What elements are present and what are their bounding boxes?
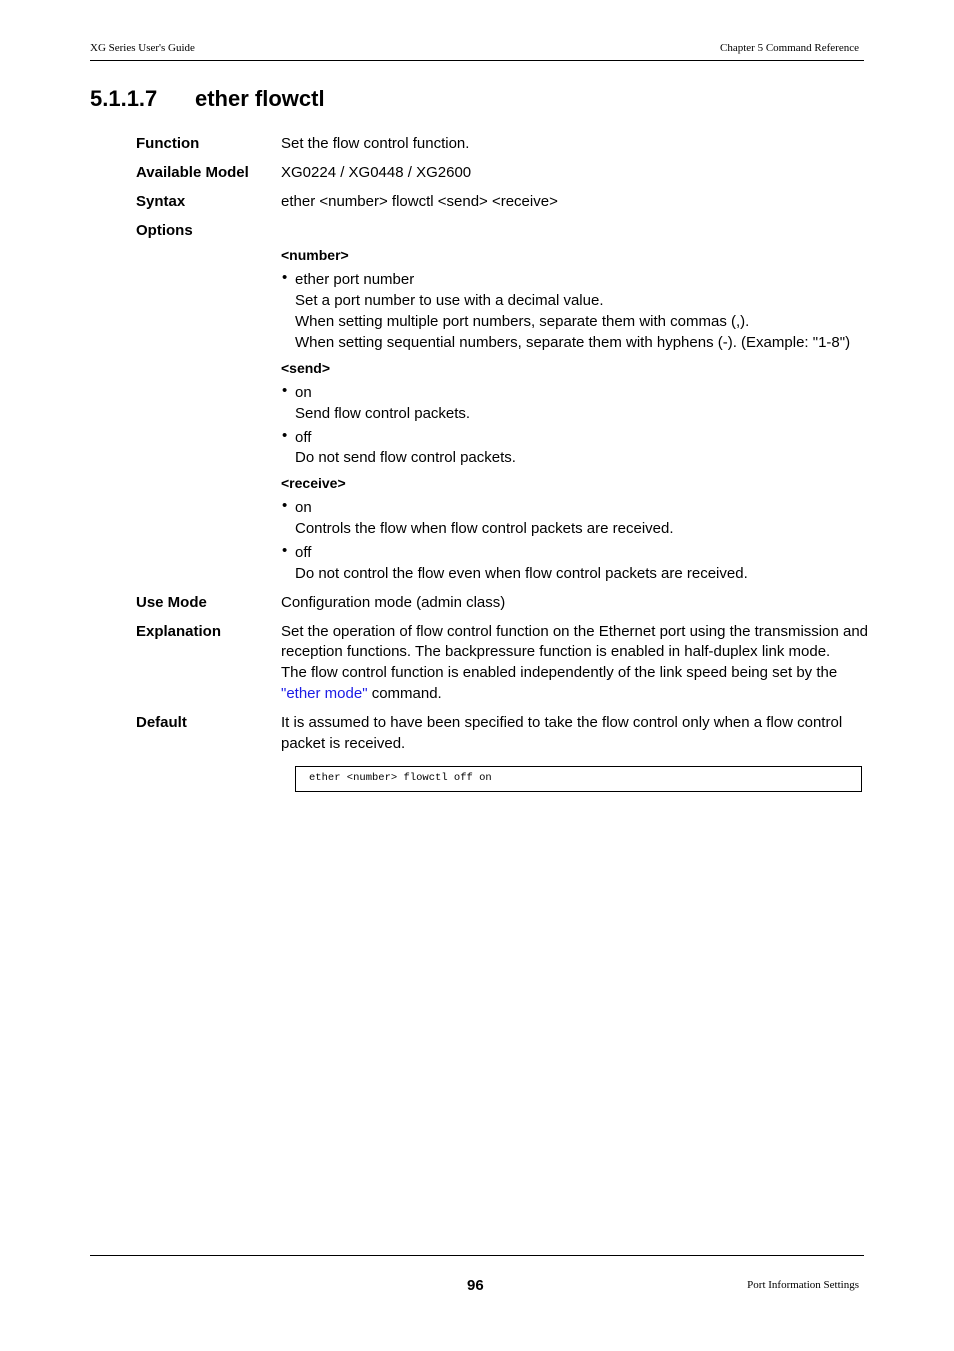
ether-mode-link[interactable]: "ether mode" <box>281 685 368 702</box>
option-receive-off-desc: Do not control the flow even when flow control packets are received. <box>295 565 748 582</box>
available-model-text: XG0224 / XG0448 / XG2600 <box>281 164 472 181</box>
running-footer-right: Port Information Settings <box>747 1279 859 1291</box>
running-header-left: XG Series User's Guide <box>90 42 195 54</box>
available-model-label: Available Model <box>136 164 249 181</box>
code-example-box <box>295 766 862 792</box>
explanation-line-4 <box>281 683 442 704</box>
option-receive-off: off <box>295 544 312 561</box>
default-line-1: It is assumed to have been specified to take the flow control only when a flow control <box>281 714 843 731</box>
option-send-on-desc: Send flow control packets. <box>295 405 471 422</box>
bullet: • <box>282 382 288 399</box>
explanation-after-link: command. <box>367 685 442 702</box>
footer-rule <box>90 1255 864 1256</box>
option-receive-on-desc: Controls the flow when flow control packets are received. <box>295 520 674 537</box>
option-number-desc-3: When setting sequential numbers, separate them with hyphens (-). (Example: "1-8") <box>295 334 851 351</box>
page-number: 96 <box>467 1277 484 1294</box>
explanation-label: Explanation <box>136 623 222 640</box>
option-number-item: ether port number <box>295 271 415 288</box>
syntax-text: ether <number> flowctl <send> <receive> <box>281 193 558 210</box>
function-text: Set the flow control function. <box>281 135 470 152</box>
running-header-right: Chapter 5 Command Reference <box>720 42 859 54</box>
option-send-heading: <send> <box>281 360 331 376</box>
use-mode-label: Use Mode <box>136 594 207 611</box>
bullet: • <box>282 542 288 559</box>
bullet: • <box>282 427 288 444</box>
section-heading <box>90 86 325 112</box>
option-number-heading: <number> <box>281 247 349 263</box>
use-mode-text: Configuration mode (admin class) <box>281 594 506 611</box>
function-label: Function <box>136 135 200 152</box>
option-send-on: on <box>295 384 312 401</box>
explanation-line-2: reception functions. The backpressure function is enabled in half-duplex link mode. <box>281 643 831 660</box>
syntax-label: Syntax <box>136 193 186 210</box>
option-send-off-desc: Do not send flow control packets. <box>295 449 516 466</box>
explanation-line-1: Set the operation of flow control function on the Ethernet port using the transmission and <box>281 623 869 640</box>
bullet: • <box>282 497 288 514</box>
bullet: • <box>282 269 288 286</box>
option-number-desc-2: When setting multiple port numbers, separate them with commas (,). <box>295 313 750 330</box>
section-title: ether flowctl <box>195 86 325 111</box>
code-example: ether <number> flowctl off on <box>309 772 492 784</box>
default-label: Default <box>136 714 187 731</box>
default-line-2: packet is received. <box>281 735 406 752</box>
option-receive-on: on <box>295 499 312 516</box>
option-receive-heading: <receive> <box>281 475 346 491</box>
header-rule <box>90 60 864 61</box>
section-number: 5.1.1.7 <box>90 86 158 111</box>
options-label: Options <box>136 222 193 239</box>
explanation-line-3: The flow control function is enabled independently of the link speed being set by the <box>281 664 838 681</box>
option-send-off: off <box>295 429 312 446</box>
option-number-desc-1: Set a port number to use with a decimal value. <box>295 292 604 309</box>
